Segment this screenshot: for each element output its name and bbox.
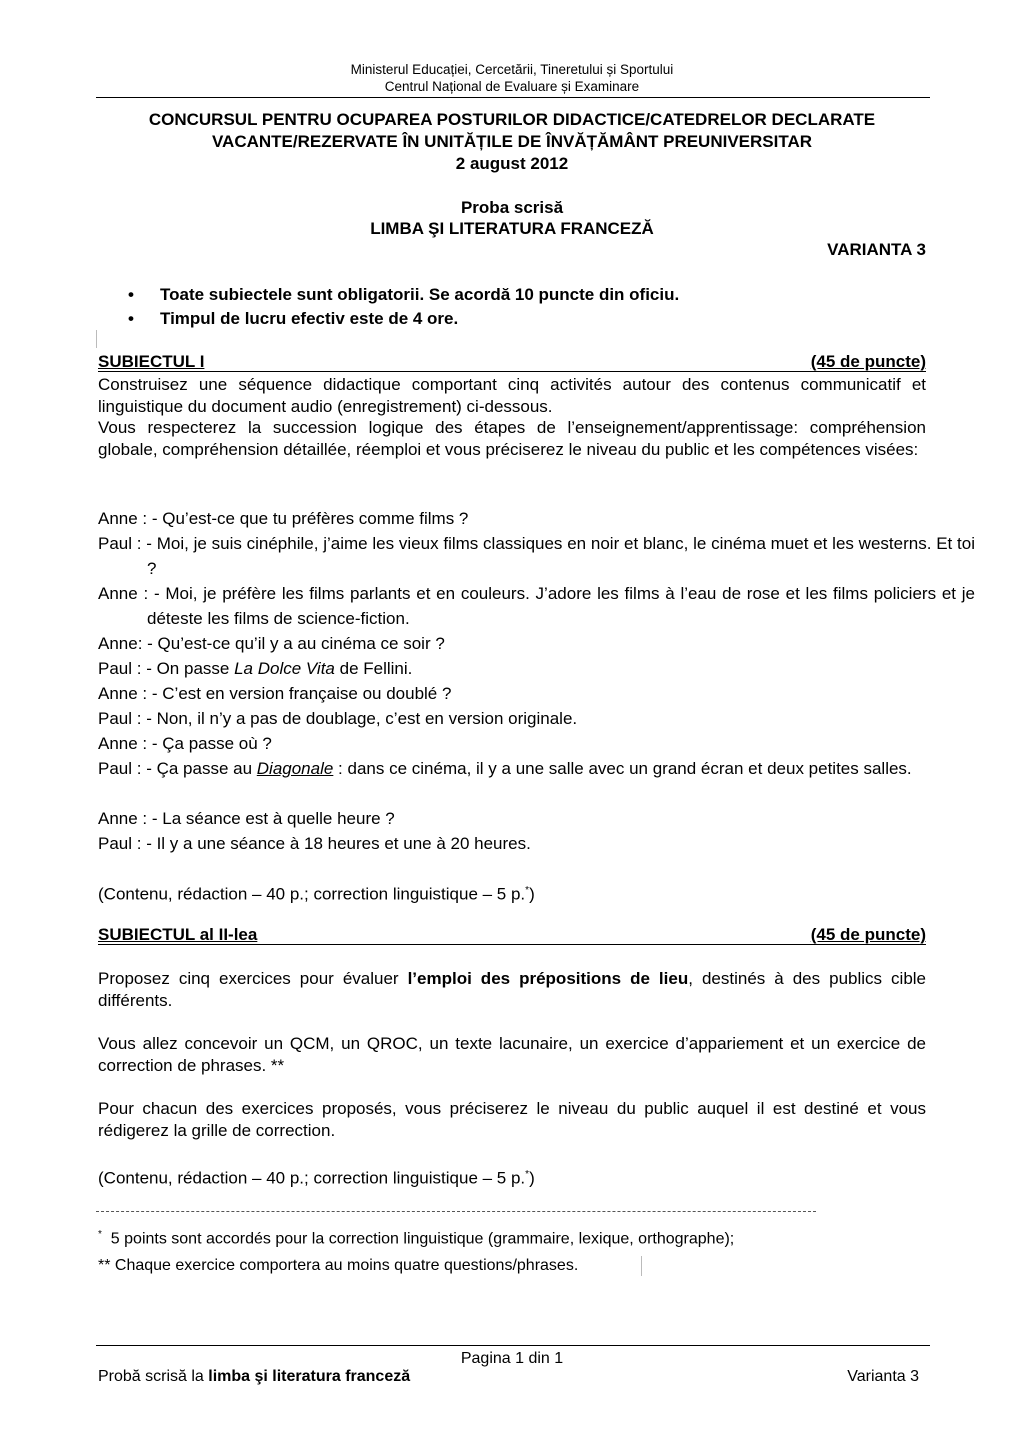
subject-1-heading xyxy=(98,352,926,372)
speaker: Paul : xyxy=(98,659,147,678)
subject-2-title: SUBIECTUL al II-lea xyxy=(98,925,258,944)
subject-2-points: (45 de puncte) xyxy=(810,925,926,944)
subject-1-instructions: Construisez une séquence didactique comportant cinq activités autour des contenus communicatif et linguistique du document audio (enregistrement) ci-dessous. xyxy=(98,375,926,416)
text-cursor-mark xyxy=(96,330,97,348)
utterance: - C’est en version française ou doublé ? xyxy=(151,684,452,703)
utterance: - Il y a une séance à 18 heures et une à 20 heures. xyxy=(146,834,531,853)
utterance: - La séance est à quelle heure ? xyxy=(151,809,395,828)
dialogue-line xyxy=(98,656,926,681)
utterance: - On passe xyxy=(146,659,235,678)
variant-label: VARIANTA 3 xyxy=(827,240,926,259)
footer-left: Probă scrisă la limba şi literatura franceză xyxy=(98,1368,411,1385)
footnote-1: * 5 points sont accordés pour la correction linguistique (grammaire, lexique, orthographe); xyxy=(98,1229,735,1248)
bullet-icon: • xyxy=(128,285,134,304)
exam-type: Proba scrisă xyxy=(460,198,564,217)
page-number: Pagina 1 din 1 xyxy=(460,1350,564,1367)
cinema-name: Diagonale xyxy=(256,759,334,778)
utterance: - Non, il n’y a pas de doublage, c’est en version originale. xyxy=(146,709,578,728)
speaker: Anne : xyxy=(98,509,152,528)
exam-subject: LIMBA ŞI LITERATURA FRANCEZĂ xyxy=(370,219,654,238)
speaker: Paul : xyxy=(98,709,147,728)
utterance: : dans ce cinéma, il y a une salle avec un grand écran et deux petites salles. xyxy=(333,759,912,778)
dialogue-line xyxy=(98,731,926,756)
speaker: Anne: xyxy=(98,634,148,653)
speaker: Anne : xyxy=(98,809,152,828)
dialogue-line xyxy=(98,806,926,831)
utterance: - Moi, je suis cinéphile, j’aime les vieux films classiques en noir et blanc, le cinéma muet et les westerns. Et toi ? xyxy=(146,534,975,578)
subject-2-heading xyxy=(98,925,926,945)
speaker: Paul : xyxy=(98,834,147,853)
dialogue-line xyxy=(98,706,926,731)
dialogue-line xyxy=(98,506,926,531)
utterance: - Qu’est-ce qu’il y a au cinéma ce soir ? xyxy=(147,634,445,653)
subject-1-requirements: Vous respecterez la succession logique des étapes de l’enseignement/apprentissage: compréhension globale, compréhension détaillée, réemploi et vous préciserez le niveau du public et les compétences visées: xyxy=(98,418,926,459)
subject-1-points: (45 de puncte) xyxy=(810,352,926,371)
heading-rule xyxy=(98,944,926,945)
dialogue-line xyxy=(98,681,926,706)
utterance: - Ça passe où ? xyxy=(151,734,272,753)
utterance: - Qu’est-ce que tu préfères comme films ? xyxy=(151,509,469,528)
subject-1-title: SUBIECTUL I xyxy=(98,352,205,371)
speaker: Paul : xyxy=(98,759,147,778)
ministry-name: Ministerul Educației, Cercetării, Tineretului și Sportului xyxy=(350,62,674,77)
bullet-icon: • xyxy=(128,309,134,328)
footnote-2: ** Chaque exercice comportera au moins quatre questions/phrases. xyxy=(98,1257,579,1274)
heading-rule xyxy=(98,371,926,372)
footer-variant: Varianta 3 xyxy=(847,1368,919,1385)
exam-page: Ministerul Educației, Cercetării, Tineretului și Sportului Centrul Național de Evaluare și Examinare CONCURSUL PENTRU OCUPAREA POSTURILOR DIDACTICE/CATEDRELOR DECLARATE VACANTE/REZERVATE ÎN UNITĂȚILE DE ÎNVĂȚĂMÂNT PREUNIVERSITAR 2 august 2012 Proba scrisă LIMBA ŞI LITERATURA FRANCEZĂ VARIANTA 3 • Toate subiectele sunt obligatorii. Se acordă 10 puncte din oficiu. • Timpul de lucru efectiv este de 4 ore. SUBIECTUL I (45 de puncte) Construisez une séquence didactique comportant cinq activités autour des contenus communicatif et linguistique du document audio (enregistrement) ci-dessous. Vous respecterez la succession logique des étapes de l’enseignement/apprentissage: compréhension globale, compréhension détaillée, réemploi et vous préciserez le niveau du public et les compétences visées: Anne : - Qu’est-ce que tu préfères comme films ? Paul : - Moi, je suis cinéphile, j’aime les vieux films classiques en noir et blanc, le cinéma muet et les westerns. Et toi ? Anne : - Moi, je préfère les films parlants et en couleurs. J’adore les films à l’eau de rose et les films policiers et je déteste les films de science-fiction. Anne: - Qu’est-ce qu’il y a au cinéma ce soir ? Paul : - On passe La Dolce Vita de Fellini. Anne : - C’est en version française ou doublé ? Paul : - Non, il n’y a pas de doublage, c’est en version originale. Anne : - Ça passe où ? Paul : - Ça passe au Diagonale : dans ce cinéma, il y a une salle avec un grand écran et deux petites salles. Anne : - La séance est à quelle heure ? Paul : - Il y a une séance à 18 heures et une à 20 heures. (Contenu, rédaction – 40 p.; correction linguistique – 5 p.*) SUBIECTUL al II-lea (45 de puncte) Proposez cinq exercices pour évaluer l’emploi des prépositions de lieu, destinés à des publics cible différents. Vous allez concevoir un QCM, un QROC, un texte lacunaire, un exercice d’appariement et un exercice de correction de phrases. ** Pour chacun des exercices proposés, vous préciserez le niveau du public auquel il est destiné et vous rédigerez la grille de correction. (Contenu, rédaction – 40 p.; correction linguistique – 5 p.*) * 5 points sont accordés pour la correction linguistique (grammaire, lexique, orthographe); ** Chaque exercice comportera au moins quatre questions/phrases. Pagina 1 din 1 Probă scrisă la limba şi literatura franceză Varianta 3 xyxy=(0,0,1024,1448)
dialogue-line xyxy=(98,831,926,856)
header-rule xyxy=(96,97,930,98)
speaker: Anne : xyxy=(98,584,154,603)
utterance: - Ça passe au xyxy=(146,759,257,778)
speaker: Paul : xyxy=(98,534,147,553)
footer-rule xyxy=(96,1345,930,1346)
footnote-separator xyxy=(96,1211,816,1212)
exam-date: 2 august 2012 xyxy=(455,154,569,173)
film-title: La Dolce Vita xyxy=(234,659,335,678)
title-line-1: CONCURSUL PENTRU OCUPAREA POSTURILOR DIDACTICE/CATEDRELOR DECLARATE xyxy=(148,110,876,129)
dialogue-line xyxy=(98,581,975,631)
speaker: Anne : xyxy=(98,734,152,753)
text-cursor-mark xyxy=(641,1256,642,1276)
utterance: de Fellini. xyxy=(334,659,413,678)
dialogue-line xyxy=(98,531,975,581)
subject-1-scoring: (Contenu, rédaction – 40 p.; correction linguistique – 5 p.*) xyxy=(98,884,535,904)
subject-2-requirements: Pour chacun des exercices proposés, vous préciserez le niveau du public auquel il est destiné et vous rédigerez la grille de correction. xyxy=(98,1099,926,1140)
subject-2-scoring: (Contenu, rédaction – 40 p.; correction linguistique – 5 p.*) xyxy=(98,1168,535,1188)
utterance: - Moi, je préfère les films parlants et en couleurs. J’adore les films à l’eau de rose et les films policiers et je déteste les films de science-fiction. xyxy=(147,584,975,628)
subject-2-exercise-types: Vous allez concevoir un QCM, un QROC, un texte lacunaire, un exercice d’appariement et un exercice de correction de phrases. ** xyxy=(98,1034,926,1075)
dialogue-line xyxy=(98,631,926,656)
subject-2-task: Proposez cinq exercices pour évaluer l’emploi des prépositions de lieu, destinés à des publics cible différents. xyxy=(98,969,927,1010)
title-line-2: VACANTE/REZERVATE ÎN UNITĂȚILE DE ÎNVĂȚĂMÂNT PREUNIVERSITAR xyxy=(211,132,813,151)
dialogue-line xyxy=(98,756,975,781)
center-name: Centrul Național de Evaluare și Examinare xyxy=(384,79,640,94)
speaker: Anne : xyxy=(98,684,152,703)
